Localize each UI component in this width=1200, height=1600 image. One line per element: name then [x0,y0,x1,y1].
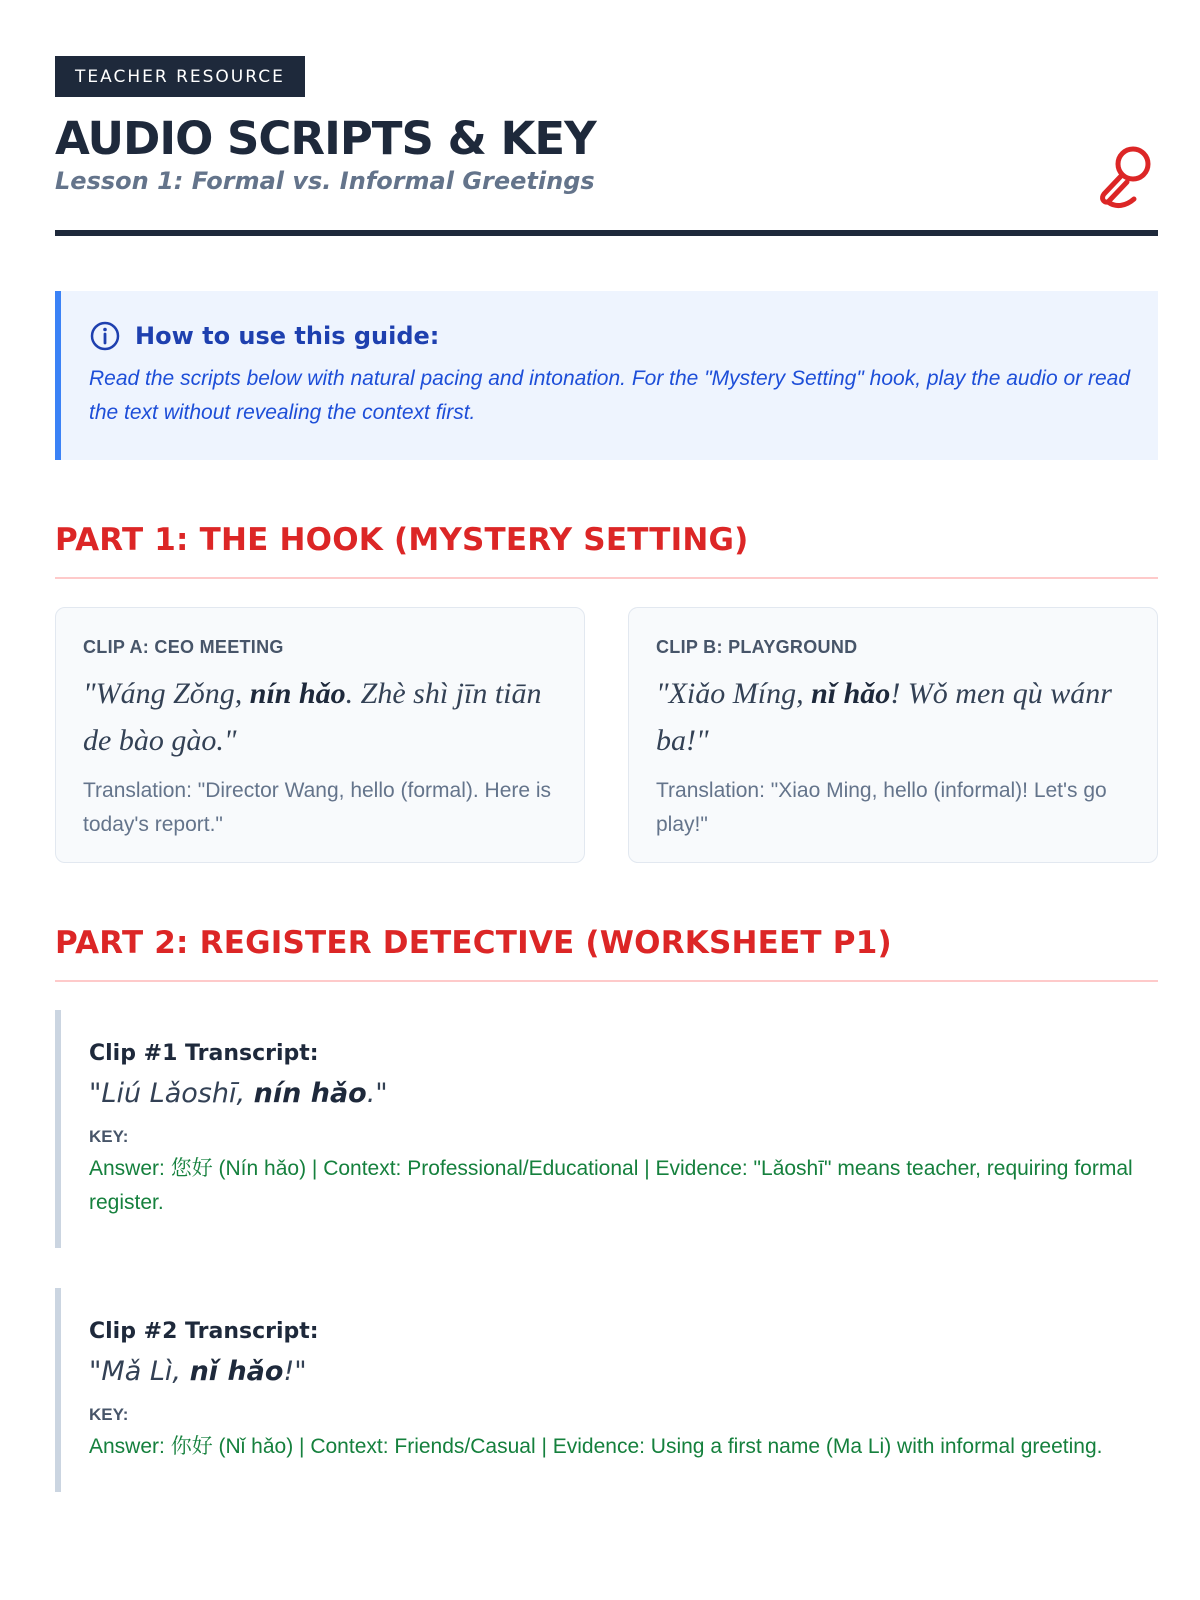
key-answer: Answer: 您好 (Nín hǎo) | Context: Professional/Educational | Evidence: "Lǎoshī" means teacher, requiring formal register. [89,1157,1133,1214]
part1-divider [55,577,1158,579]
transcript-quote: "Mǎ Lì, nǐ hǎo!" [89,1356,307,1387]
key-label: KEY: [89,1127,129,1146]
microphone-icon [1094,144,1154,210]
transcript-block [55,1010,1158,1248]
clip-quote: "Xiǎo Míng, nǐ hǎo! Wǒ men qù wánr ba!" [656,677,1112,757]
info-circle-icon [89,320,121,352]
key-answer: Answer: 你好 (Nǐ hǎo) | Context: Friends/Casual | Evidence: Using a first name (Ma Li) with informal greeting. [89,1435,1103,1458]
transcript-heading: Clip #1 Transcript: [89,1041,319,1066]
page-title: AUDIO SCRIPTS & KEY [55,112,596,165]
teacher-resource-badge: TEACHER RESOURCE [55,56,305,97]
header-divider [55,230,1158,236]
clip-quote: "Wáng Zǒng, nín hǎo. Zhè shì jīn tiān de bào gào." [83,677,542,757]
transcript-quote: "Liú Lǎoshī, nín hǎo." [89,1078,388,1109]
info-text: Read the scripts below with natural pacing and intonation. For the "Mystery Setting" hook, play the audio or read the text without revealing the context first. [89,367,1130,424]
page-subtitle: Lesson 1: Formal vs. Informal Greetings [55,167,595,195]
clip-label: CLIP A: CEO MEETING [83,637,284,657]
info-callout [55,291,1158,460]
clip-greeting: nín hǎo [249,677,346,710]
clip-label: CLIP B: PLAYGROUND [656,637,858,657]
clip-cards [55,607,1158,863]
transcript-heading: Clip #2 Transcript: [89,1319,319,1344]
transcript-greeting: nín hǎo [253,1078,367,1109]
info-title: How to use this guide: [135,322,440,350]
transcript-greeting: nǐ hǎo [189,1356,284,1387]
clip-card-a [55,607,585,863]
key-label: KEY: [89,1405,129,1424]
part2-title: PART 2: REGISTER DETECTIVE (WORKSHEET P1) [55,925,892,961]
clip-card-b [628,607,1158,863]
part1-title: PART 1: THE HOOK (MYSTERY SETTING) [55,522,749,558]
clip-translation: Translation: "Xiao Ming, hello (informal)! Let's go play!" [656,779,1107,836]
transcript-block [55,1288,1158,1492]
teacher-resource-page [55,56,1158,1492]
clip-greeting: nǐ hǎo [811,677,891,710]
part2-divider [55,980,1158,982]
clip-translation: Translation: "Director Wang, hello (formal). Here is today's report." [83,779,552,836]
